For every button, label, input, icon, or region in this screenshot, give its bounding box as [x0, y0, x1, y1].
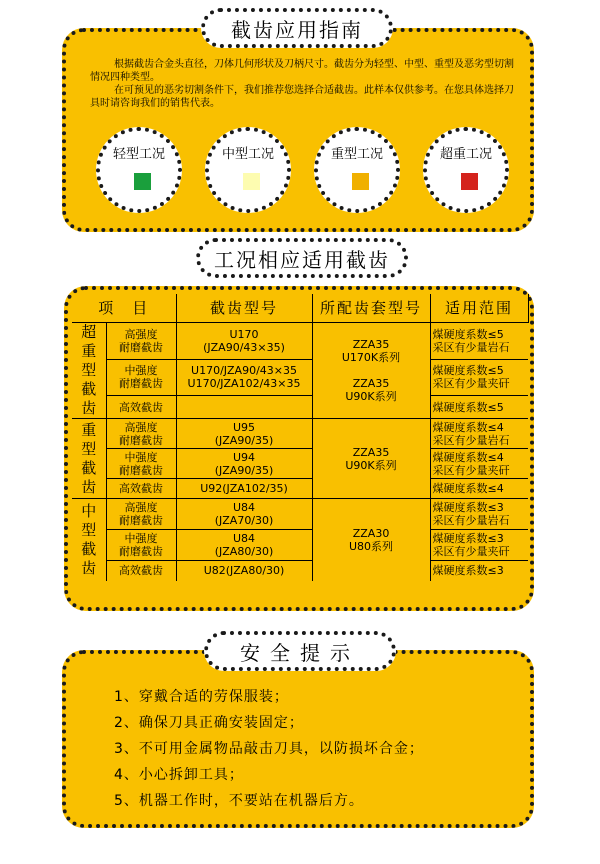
intro-paragraph-1: 根据截齿合金头直径，刀体几何形状及刀柄尺寸。截齿分为轻型、中型、重型及恶劣型切割情况四种类型。	[90, 59, 514, 83]
category-label: 超 重 型 截 齿	[81, 323, 97, 417]
type-cell: 中强度 耐磨截齿	[106, 359, 176, 396]
guide-intro	[90, 58, 520, 110]
table-title: 工况相应适用截齿	[196, 238, 408, 278]
condition-label: 轻型工况	[112, 147, 165, 162]
type-cell: 中强度 耐磨截齿	[106, 449, 176, 479]
category-cell	[72, 419, 106, 499]
table-row	[72, 419, 528, 449]
table-row	[72, 396, 528, 419]
table-row	[72, 530, 528, 561]
model-cell: U170/JZA90/43×35 U170/JZA102/43×35	[176, 359, 312, 396]
holder-cell: ZZA35 U90K系列	[312, 419, 430, 499]
table-panel	[64, 286, 534, 611]
holder-cell: ZZA35 U170K系列 ZZA35 U90K系列	[312, 323, 430, 419]
guide-panel	[62, 28, 534, 232]
safety-title: 安全提示	[204, 631, 396, 671]
list-item: 3、不可用金属物品敲击刀具，以防损坏合金；	[114, 741, 424, 757]
type-cell: 高效截齿	[106, 479, 176, 499]
range-cell: 煤硬度系数≤5 采区有少量夹矸	[430, 359, 528, 396]
type-cell: 高强度 耐磨截齿	[106, 323, 176, 360]
model-cell: U170 (JZA90/43×35)	[176, 323, 312, 360]
guide-title: 截齿应用指南	[201, 8, 393, 48]
category-cell	[72, 323, 106, 419]
condition-swatch	[243, 173, 260, 190]
list-item: 1、穿戴合适的劳保服装；	[114, 689, 289, 705]
holder-cell: ZZA30 U80系列	[312, 499, 430, 581]
header-model: 截齿型号	[176, 294, 312, 323]
range-cell: 煤硬度系数≤3 采区有少量夹矸	[430, 530, 528, 561]
range-cell: 煤硬度系数≤3 采区有少量岩石	[430, 499, 528, 530]
type-cell: 高强度 耐磨截齿	[106, 499, 176, 530]
condition-swatch	[352, 173, 369, 190]
range-cell: 煤硬度系数≤3	[430, 561, 528, 581]
header-holder: 所配齿套型号	[312, 294, 430, 323]
safety-panel	[62, 650, 534, 828]
range-cell: 煤硬度系数≤5	[430, 396, 528, 419]
type-cell: 高效截齿	[106, 561, 176, 581]
condition-swatch	[461, 173, 478, 190]
model-cell: U84 (JZA70/30)	[176, 499, 312, 530]
type-cell: 中强度 耐磨截齿	[106, 530, 176, 561]
pick-table	[72, 294, 529, 581]
condition-medium	[205, 127, 291, 213]
table-row	[72, 479, 528, 499]
condition-super-heavy	[423, 127, 509, 213]
model-cell	[176, 396, 312, 419]
type-cell: 高强度 耐磨截齿	[106, 419, 176, 449]
category-label: 中 型 截 齿	[81, 501, 97, 577]
condition-light	[96, 127, 182, 213]
table-row	[72, 561, 528, 581]
intro-paragraph-2: 在可预见的恶劣切割条件下，我们推荐您选择合适截齿。此样本仅供参考。在您具体选择刀具时请咨询我们的销售代表。	[90, 85, 514, 109]
model-cell: U94 (JZA90/35)	[176, 449, 312, 479]
model-cell: U92(JZA102/35)	[176, 479, 312, 499]
range-cell: 煤硬度系数≤5 采区有少量岩石	[430, 323, 528, 360]
model-cell: U95 (JZA90/35)	[176, 419, 312, 449]
safety-list	[114, 684, 424, 814]
header-range: 适用范围	[430, 294, 528, 323]
list-item: 4、小心拆卸工具；	[114, 767, 244, 783]
table-header-row	[72, 294, 528, 323]
model-cell: U82(JZA80/30)	[176, 561, 312, 581]
type-cell: 高效截齿	[106, 396, 176, 419]
condition-swatch	[134, 173, 151, 190]
category-cell	[72, 499, 106, 581]
list-item: 5、机器工作时，不要站在机器后方。	[114, 793, 364, 809]
range-cell: 煤硬度系数≤4	[430, 479, 528, 499]
condition-heavy	[314, 127, 400, 213]
list-item: 2、确保刀具正确安装固定；	[114, 715, 304, 731]
range-cell: 煤硬度系数≤4 采区有少量夹矸	[430, 449, 528, 479]
condition-label: 中型工况	[221, 147, 274, 162]
model-cell: U84 (JZA80/30)	[176, 530, 312, 561]
header-item: 项 目	[72, 294, 176, 323]
table-row	[72, 449, 528, 479]
table-row	[72, 359, 528, 396]
table-row	[72, 323, 528, 360]
table-row	[72, 499, 528, 530]
category-label: 重 型 截 齿	[81, 420, 97, 496]
range-cell: 煤硬度系数≤4 采区有少量岩石	[430, 419, 528, 449]
condition-label: 重型工况	[330, 147, 383, 162]
condition-label: 超重工况	[439, 147, 492, 162]
